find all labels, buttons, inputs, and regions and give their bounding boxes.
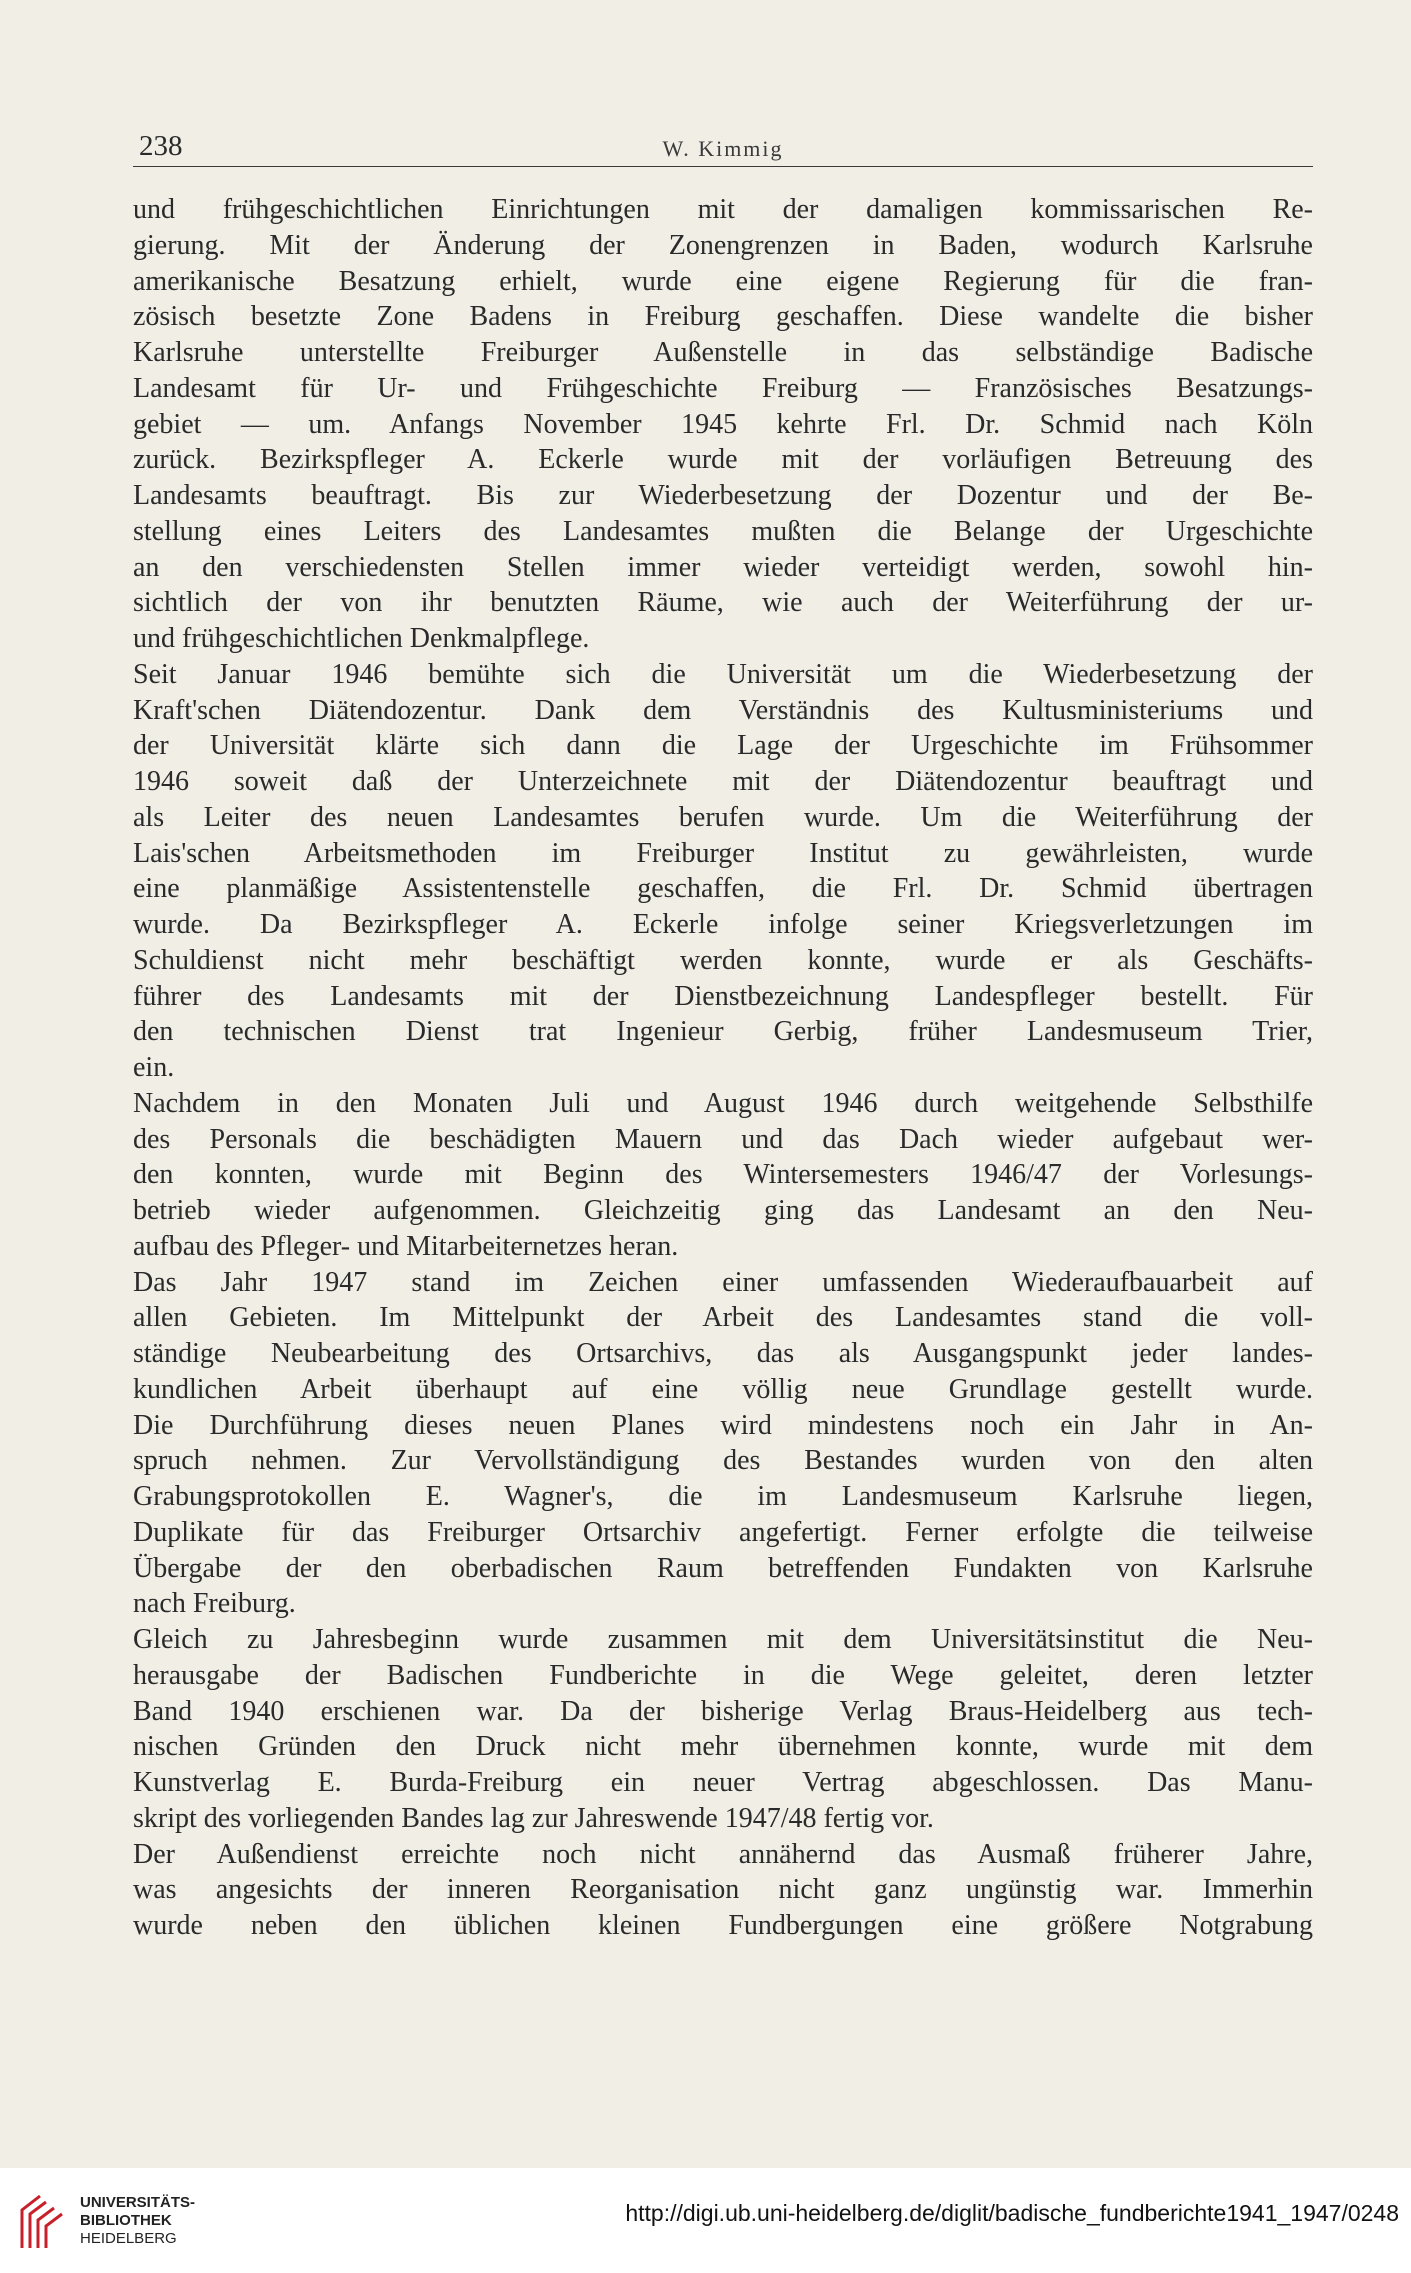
text-line: der Universität klärte sich dann die Lage der Urgeschichte im Frühsommer (133, 730, 1313, 762)
text-line: wurde neben den üblichen kleinen Fundbergungen eine größere Notgrabung (133, 1910, 1313, 1941)
text-line: und frühgeschichtlichen Denkmalpflege. (133, 623, 590, 654)
text-line: nischen Gründen den Druck nicht mehr übernehmen konnte, wurde mit dem (133, 1731, 1313, 1763)
text-line: des Personals die beschädigten Mauern und das Dach wieder aufgebaut wer- (133, 1123, 1313, 1155)
text-line: Band 1940 erschienen war. Da der bisherige Verlag Braus-Heidelberg aus tech- (133, 1695, 1313, 1727)
text-line: Karlsruhe unterstellte Freiburger Außenstelle in das selbständige Badische (133, 337, 1313, 368)
text-line: Kraft'schen Diätendozentur. Dank dem Verständnis des Kultusministeriums und (133, 694, 1313, 726)
text-line: 1946 soweit daß der Unterzeichnete mit der Diätendozentur beauftragt und (133, 766, 1313, 797)
text-line: kundlichen Arbeit überhaupt auf eine völlig neue Grundlage gestellt wurde. (133, 1373, 1313, 1405)
text-line: eine planmäßige Assistentenstelle geschaffen, die Frl. Dr. Schmid übertragen (133, 873, 1313, 905)
text-line: skript des vorliegenden Bandes lag zur Jahreswende 1947/48 fertig vor. (133, 1802, 934, 1834)
text-line: Landesamt für Ur- und Frühgeschichte Freiburg — Französisches Besatzungs- (133, 372, 1313, 404)
text-line: Gleich zu Jahresbeginn wurde zusammen mit dem Universitätsinstitut die Neu- (133, 1624, 1313, 1655)
text-line: Das Jahr 1947 stand im Zeichen einer umfassenden Wiederaufbauarbeit auf (133, 1266, 1313, 1298)
text-line: ständige Neubearbeitung des Ortsarchivs, das als Ausgangspunkt jeder landes- (133, 1338, 1313, 1369)
university-library-logo-icon (16, 2190, 66, 2252)
text-line: Lais'schen Arbeitsmethoden im Freiburger Institut zu gewährleisten, wurde (133, 837, 1313, 869)
text-line: zurück. Bezirkspfleger A. Eckerle wurde mit der vorläufigen Betreuung des (133, 444, 1313, 476)
text-line: als Leiter des neuen Landesamtes berufen wurde. Um die Weiterführung der (133, 801, 1313, 833)
text-line: zösisch besetzte Zone Badens in Freiburg geschaffen. Diese wandelte die bisher (133, 301, 1313, 333)
text-line: Die Durchführung dieses neuen Planes wird mindestens noch ein Jahr in An- (133, 1409, 1313, 1441)
text-line: allen Gebieten. Im Mittelpunkt der Arbeit des Landesamtes stand die voll- (133, 1302, 1313, 1334)
page-number: 238 (139, 130, 183, 162)
text-line: an den verschiedensten Stellen immer wieder verteidigt werden, sowohl hin- (133, 551, 1313, 583)
text-line: aufbau des Pfleger- und Mitarbeiternetzes heran. (133, 1230, 679, 1262)
text-line: und frühgeschichtlichen Einrichtungen mit der damaligen kommissarischen Re- (133, 194, 1313, 225)
text-line: den konnten, wurde mit Beginn des Wintersemesters 1946/47 der Vorlesungs- (133, 1159, 1313, 1191)
library-name (80, 2194, 195, 2248)
text-line: Der Außendienst erreichte noch nicht annähernd das Ausmaß früherer Jahre, (133, 1838, 1313, 1870)
text-line: Nachdem in den Monaten Juli und August 1946 durch weitgehende Selbsthilfe (133, 1087, 1313, 1119)
text-line: stellung eines Leiters des Landesamtes mußten die Belange der Urgeschichte (133, 515, 1313, 547)
running-head-author: W. Kimmig (662, 136, 784, 161)
text-line: spruch nehmen. Zur Vervollständigung des Bestandes wurden von den alten (133, 1445, 1313, 1477)
text-line: sichtlich der von ihr benutzten Räume, wie auch der Weiterführung der ur- (133, 587, 1313, 619)
footer-bar (0, 2168, 1411, 2273)
text-line: amerikanische Besatzung erhielt, wurde eine eigene Regierung für die fran- (133, 265, 1313, 297)
library-name-line-2: BIBLIOTHEK (80, 2212, 172, 2229)
text-line: Schuldienst nicht mehr beschäftigt werden konnte, wurde er als Geschäfts- (133, 944, 1313, 976)
text-line: gebiet — um. Anfangs November 1945 kehrte Frl. Dr. Schmid nach Köln (133, 408, 1313, 440)
text-line: ein. (133, 1052, 175, 1083)
body-text (133, 192, 1313, 1944)
text-line: den technischen Dienst trat Ingenieur Gerbig, früher Landesmuseum Trier, (133, 1016, 1313, 1048)
text-line: Übergabe der den oberbadischen Raum betreffenden Fundakten von Karlsruhe (133, 1552, 1313, 1584)
library-name-line-1: UNIVERSITÄTS- (80, 2194, 196, 2211)
text-line: führer des Landesamts mit der Dienstbezeichnung Landespfleger bestellt. Für (133, 980, 1313, 1012)
text-line: Duplikate für das Freiburger Ortsarchiv angefertigt. Ferner erfolgte die teilweise (133, 1516, 1313, 1548)
source-url-link[interactable]: http://digi.ub.uni-heidelberg.de/diglit/badische_fundberichte1941_1947/0248 (625, 2200, 1399, 2226)
text-line: herausgabe der Badischen Fundberichte in die Wege geleitet, deren letzter (133, 1659, 1313, 1691)
text-line: Grabungsprotokollen E. Wagner's, die im Landesmuseum Karlsruhe liegen, (133, 1481, 1313, 1512)
text-line: wurde. Da Bezirkspfleger A. Eckerle infolge seiner Kriegsverletzungen im (133, 909, 1313, 940)
text-line: gierung. Mit der Änderung der Zonengrenzen in Baden, wodurch Karlsruhe (133, 229, 1313, 261)
library-name-line-3: HEIDELBERG (80, 2230, 177, 2247)
text-line: Seit Januar 1946 bemühte sich die Universität um die Wiederbesetzung der (133, 658, 1313, 690)
text-line: was angesichts der inneren Reorganisation nicht ganz ungünstig war. Immerhin (133, 1874, 1313, 1906)
text-line: betrieb wieder aufgenommen. Gleichzeitig ging das Landesamt an den Neu- (133, 1195, 1313, 1226)
text-line: Kunstverlag E. Burda-Freiburg ein neuer Vertrag abgeschlossen. Das Manu- (133, 1767, 1313, 1798)
text-line: Landesamts beauftragt. Bis zur Wiederbesetzung der Dozentur und der Be- (133, 480, 1313, 511)
text-line: nach Freiburg. (133, 1588, 296, 1620)
running-head (133, 126, 1313, 167)
